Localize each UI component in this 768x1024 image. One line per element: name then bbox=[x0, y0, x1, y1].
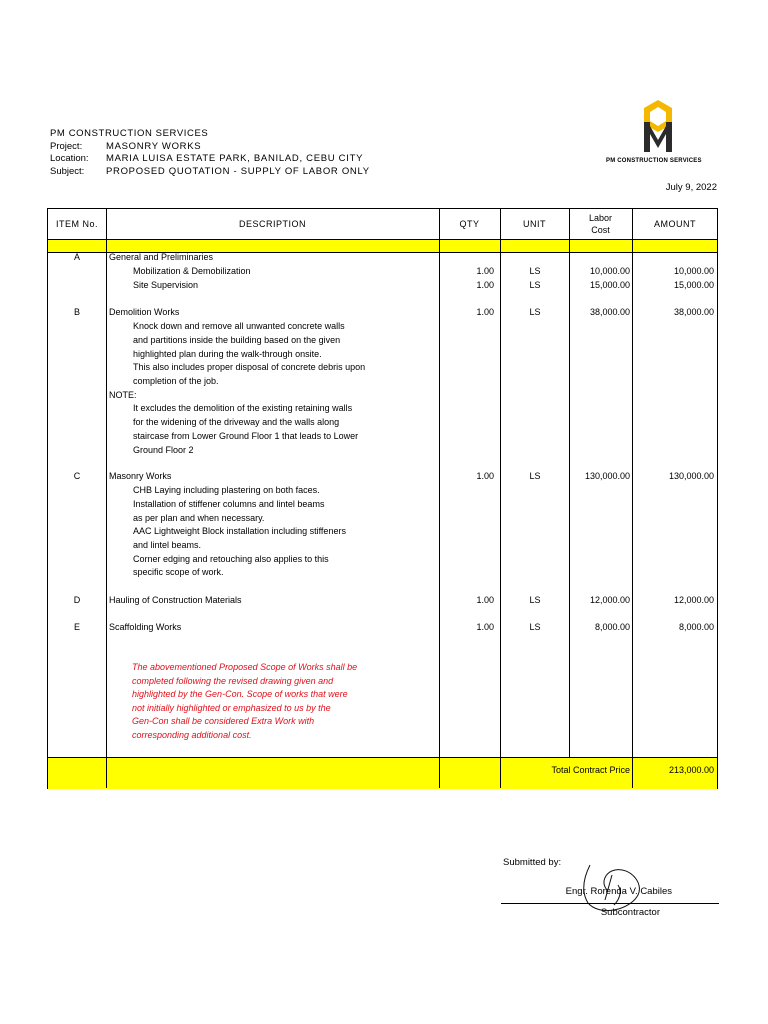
total-contract-price-label: Total Contract Price bbox=[551, 765, 630, 775]
line-cost: 10,000.00 bbox=[589, 266, 630, 276]
note-line: for the widening of the driveway and the walls along bbox=[133, 417, 340, 427]
labor-cost-line1: Labor bbox=[588, 213, 613, 223]
signature-line bbox=[501, 903, 719, 904]
line-amount: 130,000.00 bbox=[668, 471, 714, 481]
line-unit: LS bbox=[529, 280, 541, 290]
line-description: Corner edging and retouching also applies to this bbox=[133, 554, 329, 564]
line-description: CHB Laying including plastering on both faces. bbox=[133, 485, 320, 495]
section-title: Hauling of Construction Materials bbox=[109, 595, 242, 605]
company-name: PM CONSTRUCTION SERVICES bbox=[50, 128, 209, 139]
line-qty: 1.00 bbox=[476, 471, 494, 481]
line-description: as per plan and when necessary. bbox=[133, 513, 265, 523]
scope-remarks bbox=[132, 661, 357, 743]
line-cost: 12,000.00 bbox=[589, 595, 630, 605]
column-header-amount: AMOUNT bbox=[654, 219, 696, 229]
line-description: Mobilization & Demobilization bbox=[133, 266, 251, 276]
line-cost: 130,000.00 bbox=[584, 471, 630, 481]
column-divider bbox=[106, 209, 107, 788]
project-label: Project: bbox=[50, 140, 83, 152]
location-row bbox=[50, 153, 370, 166]
line-qty: 1.00 bbox=[476, 595, 494, 605]
project-row bbox=[50, 141, 370, 154]
line-description: Knock down and remove all unwanted concrete walls bbox=[133, 321, 345, 331]
section-title: General and Preliminaries bbox=[109, 252, 214, 262]
line-description: Installation of stiffener columns and lintel beams bbox=[133, 499, 325, 509]
line-cost: 38,000.00 bbox=[589, 307, 630, 317]
line-description: completion of the job. bbox=[133, 376, 219, 386]
line-unit: LS bbox=[529, 622, 541, 632]
location-label: Location: bbox=[50, 153, 89, 164]
line-description: and partitions inside the building based on the given bbox=[133, 335, 341, 345]
section-title: Scaffolding Works bbox=[109, 622, 182, 632]
labor-cost-line2: Cost bbox=[591, 225, 610, 235]
item-number: E bbox=[73, 622, 80, 632]
column-divider bbox=[500, 209, 501, 788]
line-amount: 10,000.00 bbox=[673, 266, 714, 276]
total-contract-price-value: 213,000.00 bbox=[668, 765, 714, 775]
column-divider bbox=[632, 209, 633, 788]
line-amount: 12,000.00 bbox=[673, 595, 714, 605]
line-amount: 8,000.00 bbox=[678, 622, 714, 632]
submitted-by-label: Submitted by: bbox=[503, 857, 562, 868]
remark-line: not initially highlighted or emphasized to us by the bbox=[132, 702, 331, 713]
note-line: Ground Floor 2 bbox=[133, 445, 194, 455]
signatory-role: Subcontractor bbox=[600, 907, 660, 918]
signatory-name: Engr. Rorenda V. Cabiles bbox=[565, 886, 672, 897]
remark-line: The abovementioned Proposed Scope of Works shall be bbox=[132, 662, 358, 672]
line-description: and lintel beams. bbox=[133, 540, 202, 550]
remark-line: corresponding additional cost. bbox=[132, 729, 252, 740]
line-qty: 1.00 bbox=[476, 307, 494, 317]
line-unit: LS bbox=[529, 595, 541, 605]
item-number: C bbox=[73, 471, 81, 481]
column-header-unit: UNIT bbox=[523, 219, 546, 229]
total-divider bbox=[48, 757, 717, 758]
line-qty: 1.00 bbox=[476, 280, 494, 290]
column-divider bbox=[569, 209, 570, 757]
document-date: July 9, 2022 bbox=[665, 182, 717, 193]
column-divider bbox=[439, 209, 440, 788]
line-unit: LS bbox=[529, 471, 541, 481]
project-value: MASONRY WORKS bbox=[106, 140, 202, 152]
line-cost: 8,000.00 bbox=[594, 622, 630, 632]
line-unit: LS bbox=[529, 266, 541, 276]
remark-line: completed following the revised drawing given and bbox=[132, 675, 334, 686]
quotation-table bbox=[47, 208, 718, 789]
location-value: MARIA LUISA ESTATE PARK, BANILAD, CEBU CITY bbox=[106, 153, 364, 164]
item-number: B bbox=[73, 307, 80, 317]
section-title: Masonry Works bbox=[109, 471, 172, 481]
line-amount: 15,000.00 bbox=[673, 280, 714, 290]
remark-line: highlighted by the Gen-Con. Scope of works that were bbox=[132, 689, 348, 700]
column-header-labor-cost bbox=[569, 209, 632, 239]
document-header bbox=[50, 128, 370, 178]
line-description: highlighted plan during the walk-through onsite. bbox=[133, 349, 322, 359]
line-description: AAC Lightweight Block installation including stiffeners bbox=[133, 526, 346, 536]
line-amount: 38,000.00 bbox=[673, 307, 714, 317]
logo-caption: PM CONSTRUCTION SERVICES bbox=[606, 158, 702, 164]
line-description: Site Supervision bbox=[133, 280, 199, 290]
column-header-item: ITEM No. bbox=[55, 219, 98, 229]
item-number: D bbox=[73, 595, 81, 605]
subject-row bbox=[50, 166, 370, 179]
column-header-qty: QTY bbox=[459, 219, 480, 229]
line-qty: 1.00 bbox=[476, 266, 494, 276]
header-divider bbox=[48, 239, 717, 240]
note-line: It excludes the demolition of the existing retaining walls bbox=[133, 403, 353, 413]
column-header-description: DESCRIPTION bbox=[238, 219, 306, 229]
line-qty: 1.00 bbox=[476, 622, 494, 632]
subject-value: PROPOSED QUOTATION - SUPPLY OF LABOR ONLY bbox=[106, 165, 370, 177]
section-title: Demolition Works bbox=[109, 307, 180, 317]
note-line: staircase from Lower Ground Floor 1 that leads to Lower bbox=[133, 431, 359, 441]
line-description: This also includes proper disposal of concrete debris upon bbox=[133, 362, 366, 372]
line-description: specific scope of work. bbox=[133, 567, 224, 577]
note-label: NOTE: bbox=[109, 390, 137, 400]
remark-line: Gen-Con shall be considered Extra Work with bbox=[132, 716, 315, 727]
item-number: A bbox=[73, 252, 80, 262]
line-unit: LS bbox=[529, 307, 541, 317]
line-cost: 15,000.00 bbox=[589, 280, 630, 290]
subject-label: Subject: bbox=[50, 165, 85, 177]
